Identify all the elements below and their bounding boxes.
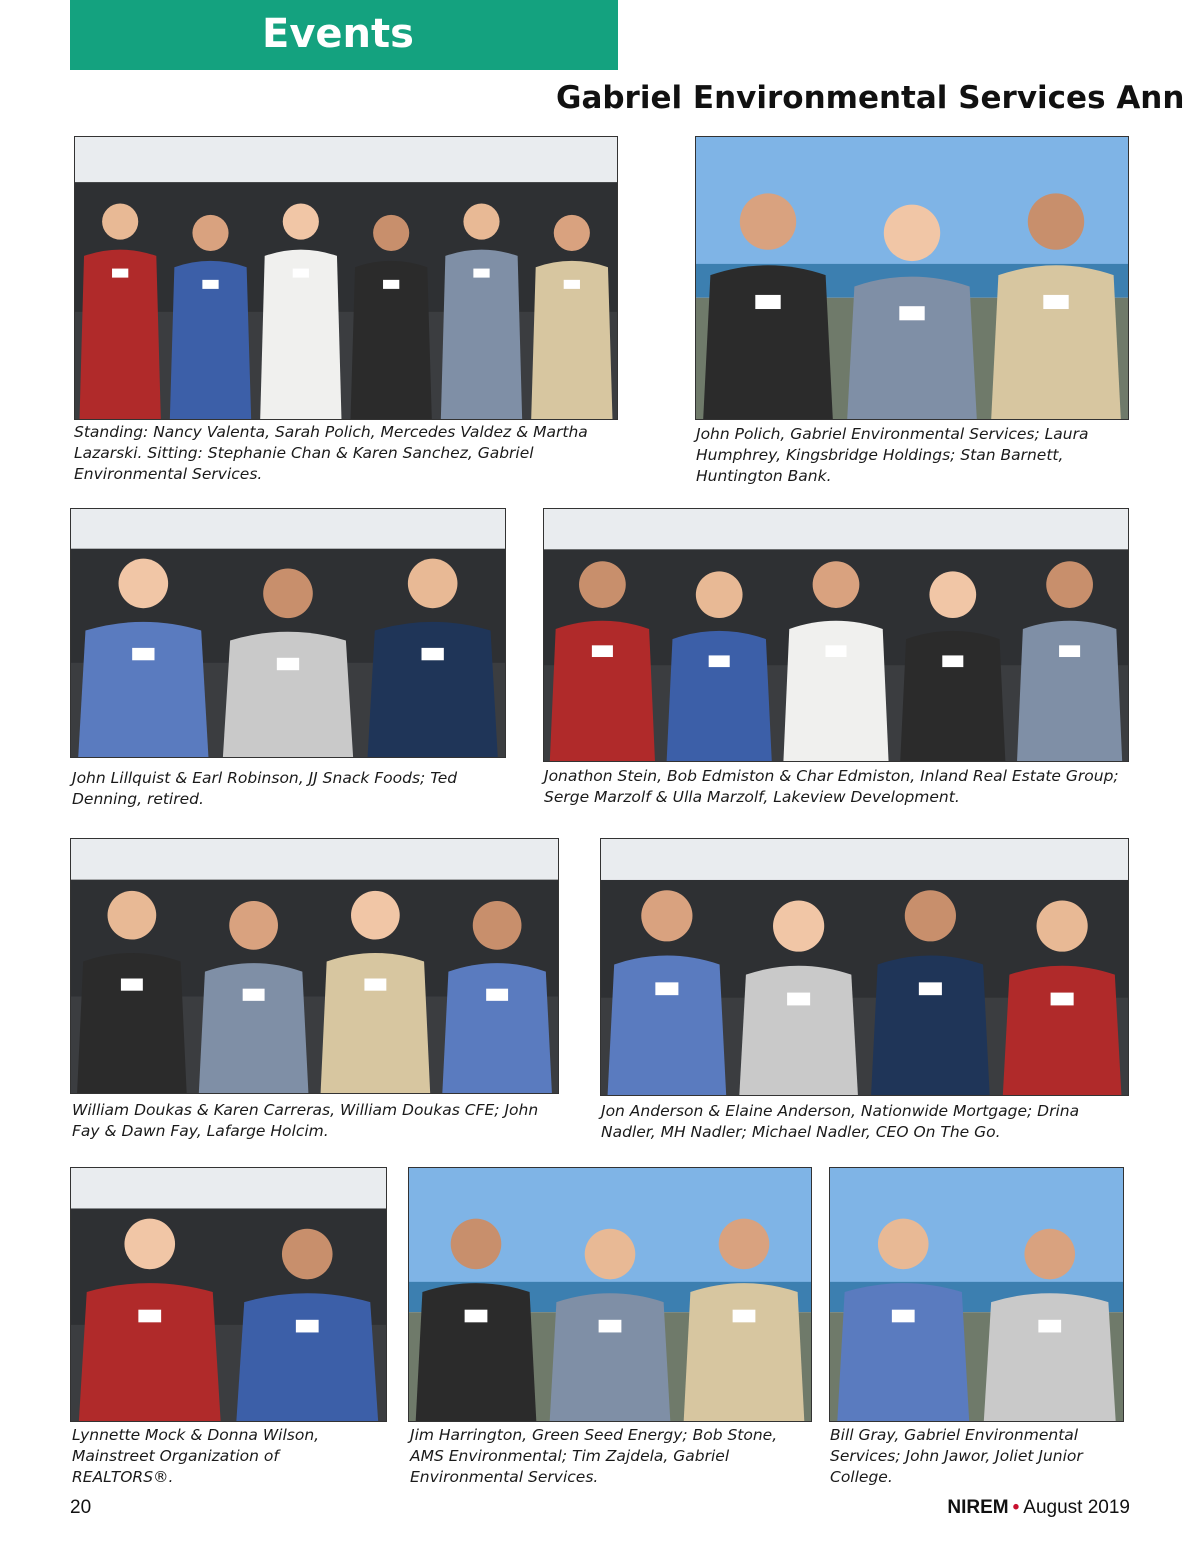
event-photo — [600, 838, 1129, 1096]
event-photo — [74, 136, 618, 420]
publication-name: NIREM — [947, 1497, 1009, 1518]
photo-caption: Standing: Nancy Valenta, Sarah Polich, Mercedes Valdez & Martha Lazarski. Sitting: Stephanie Chan & Karen Sanchez, Gabriel Environmental Services. — [74, 423, 588, 483]
photo-caption: Lynnette Mock & Donna Wilson, Mainstreet Organization of REALTORS®. — [72, 1426, 320, 1486]
event-photo — [543, 508, 1129, 762]
event-photo — [829, 1167, 1124, 1422]
event-photo — [70, 508, 506, 758]
photo-caption: William Doukas & Karen Carreras, William Doukas CFE; John Fay & Dawn Fay, Lafarge Holcim. — [72, 1101, 539, 1140]
issue-date: August 2019 — [1023, 1497, 1130, 1518]
publication-footer — [947, 1496, 1130, 1520]
photo-caption: John Lillquist & Earl Robinson, JJ Snack Foods; Ted Denning, retired. — [72, 769, 458, 808]
photo-caption: Jonathon Stein, Bob Edmiston & Char Edmiston, Inland Real Estate Group; Serge Marzolf & Ulla Marzolf, Lakeview Development. — [544, 767, 1119, 806]
photo-caption: Jim Harrington, Green Seed Energy; Bob Stone, AMS Environmental; Tim Zajdela, Gabriel Environmental Services. — [410, 1426, 778, 1486]
event-photo — [408, 1167, 812, 1422]
section-label: Events — [262, 11, 414, 57]
photo-caption: Jon Anderson & Elaine Anderson, Nationwide Mortgage; Drina Nadler, MH Nadler; Michael Nadler, CEO On The Go. — [601, 1102, 1080, 1141]
event-photo — [70, 838, 559, 1094]
photo-caption: Bill Gray, Gabriel Environmental Services; John Jawor, Joliet Junior College. — [830, 1426, 1083, 1486]
photo-caption: John Polich, Gabriel Environmental Services; Laura Humphrey, Kingsbridge Holdings; Stan Barnett, Huntington Bank. — [696, 425, 1089, 485]
section-banner — [70, 0, 618, 70]
article-headline: Gabriel Environmental Services Ann — [556, 80, 1185, 116]
footer-separator: • — [1012, 1497, 1020, 1518]
event-photo — [695, 136, 1129, 420]
page-number: 20 — [70, 1497, 92, 1518]
event-photo — [70, 1167, 387, 1422]
